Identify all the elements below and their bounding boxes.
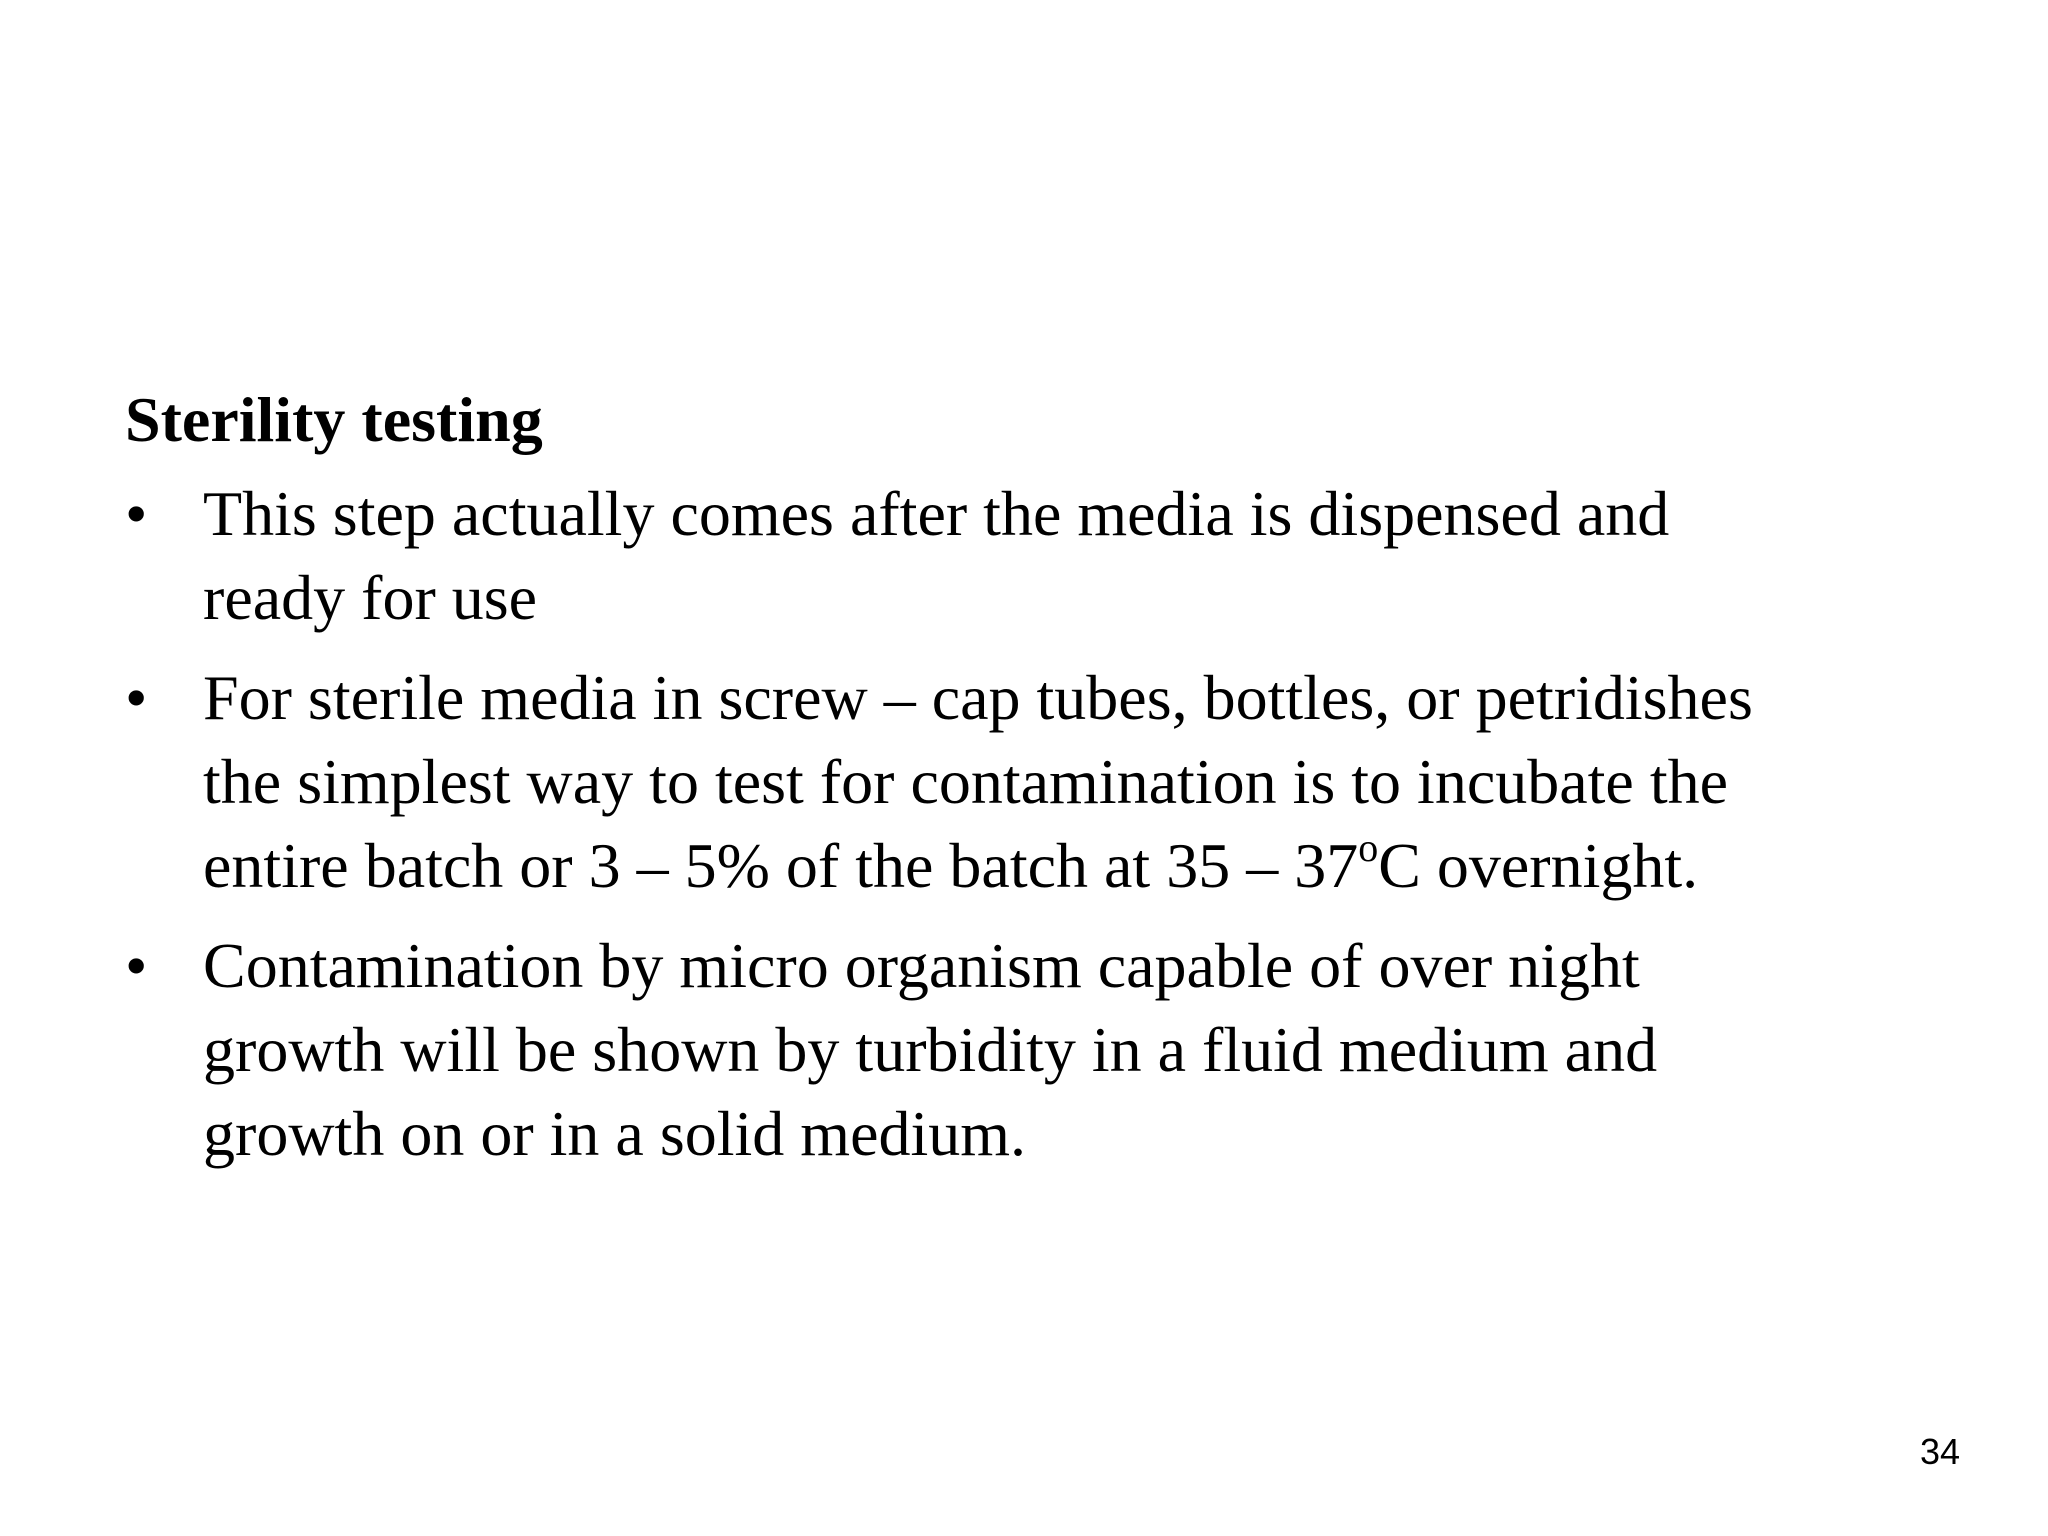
bullet-dot-icon: •	[125, 478, 148, 549]
bullet-item-3	[125, 924, 2003, 1176]
slide-heading: Sterility testing	[125, 384, 543, 455]
degree-superscript: o	[1358, 824, 1379, 870]
bullet-item-1	[125, 472, 2003, 640]
bullet-2-line-1: For sterile media in screw – cap tubes, bottles, or petridishes	[203, 662, 1753, 733]
bullet-1-line-2: ready for use	[203, 562, 538, 633]
bullet-dot-icon: •	[125, 662, 148, 733]
bullet-list	[125, 472, 1925, 1176]
bullet-dot-icon: •	[125, 930, 148, 1001]
slide-content	[125, 380, 1925, 1192]
bullet-3-line-3: growth on or in a solid medium.	[203, 1098, 1027, 1169]
bullet-2-line-2: the simplest way to test for contamination is to incubate the	[203, 746, 1728, 817]
bullet-3-line-2: growth will be shown by turbidity in a fluid medium and	[203, 1014, 1658, 1085]
page-number: 34	[1919, 1431, 1960, 1472]
bullet-2-line-3-text: entire batch or 3 – 5% of the batch at 35 – 37	[203, 830, 1359, 901]
bullet-2-line-3-tail: C overnight.	[1378, 830, 1699, 901]
bullet-item-2	[125, 656, 2003, 908]
bullet-2-line-3	[203, 824, 2003, 908]
bullet-3-line-1: Contamination by micro organism capable of over night	[203, 930, 1640, 1001]
bullet-1-line-1: This step actually comes after the media is dispensed and	[203, 478, 1670, 549]
